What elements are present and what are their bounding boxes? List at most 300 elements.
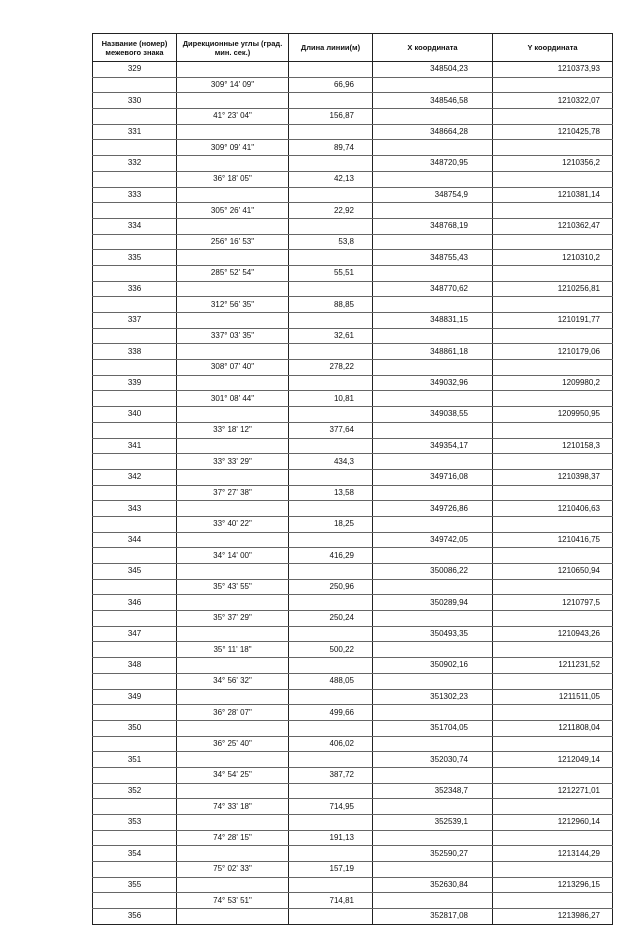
direction-angle-cell: 74° 33' 18" [177, 799, 289, 815]
segment-row [93, 297, 613, 313]
empty-cell [373, 516, 493, 532]
y-coordinate-cell: 1210650,94 [493, 564, 613, 580]
empty-cell [177, 626, 289, 642]
point-name-cell: 343 [93, 501, 177, 517]
point-row [93, 720, 613, 736]
empty-cell [289, 564, 373, 580]
empty-cell [177, 752, 289, 768]
empty-cell [373, 830, 493, 846]
empty-cell [373, 454, 493, 470]
direction-angle-cell: 35° 43' 55" [177, 579, 289, 595]
point-name-cell: 337 [93, 313, 177, 329]
point-name-cell: 356 [93, 909, 177, 925]
segment-row [93, 140, 613, 156]
direction-angle-cell: 33° 18' 12" [177, 422, 289, 438]
empty-cell [493, 830, 613, 846]
segment-row [93, 799, 613, 815]
x-coordinate-cell: 350902,16 [373, 658, 493, 674]
point-row [93, 501, 613, 517]
x-coordinate-cell: 350289,94 [373, 595, 493, 611]
empty-cell [493, 516, 613, 532]
empty-cell [93, 297, 177, 313]
empty-cell [493, 297, 613, 313]
empty-cell [177, 720, 289, 736]
empty-cell [493, 203, 613, 219]
direction-angle-cell: 285° 52' 54" [177, 265, 289, 281]
empty-cell [177, 407, 289, 423]
point-name-cell: 347 [93, 626, 177, 642]
point-name-cell: 344 [93, 532, 177, 548]
line-length-cell: 250,96 [289, 579, 373, 595]
point-row [93, 658, 613, 674]
point-row [93, 564, 613, 580]
empty-cell [289, 689, 373, 705]
empty-cell [93, 767, 177, 783]
empty-cell [93, 328, 177, 344]
empty-cell [177, 689, 289, 705]
line-length-cell: 434,3 [289, 454, 373, 470]
y-coordinate-cell: 1210425,78 [493, 124, 613, 140]
point-row [93, 124, 613, 140]
direction-angle-cell: 75° 02' 33" [177, 862, 289, 878]
empty-cell [493, 548, 613, 564]
x-coordinate-cell: 352817,08 [373, 909, 493, 925]
empty-cell [93, 642, 177, 658]
empty-cell [289, 62, 373, 78]
empty-cell [93, 360, 177, 376]
direction-angle-cell: 41° 23' 04" [177, 109, 289, 125]
y-coordinate-cell: 1209950,95 [493, 407, 613, 423]
line-length-cell: 499,66 [289, 705, 373, 721]
empty-cell [177, 564, 289, 580]
point-name-cell: 334 [93, 218, 177, 234]
y-coordinate-cell: 1210943,26 [493, 626, 613, 642]
segment-row [93, 705, 613, 721]
point-name-cell: 339 [93, 375, 177, 391]
empty-cell [177, 313, 289, 329]
boundary-coordinates-table [92, 33, 613, 925]
x-coordinate-cell: 351704,05 [373, 720, 493, 736]
empty-cell [289, 752, 373, 768]
direction-angle-cell: 33° 40' 22" [177, 516, 289, 532]
empty-cell [177, 877, 289, 893]
direction-angle-cell: 308° 07' 40" [177, 360, 289, 376]
empty-cell [289, 187, 373, 203]
point-name-cell: 335 [93, 250, 177, 266]
line-length-cell: 250,24 [289, 611, 373, 627]
point-name-cell: 331 [93, 124, 177, 140]
empty-cell [373, 642, 493, 658]
empty-cell [373, 767, 493, 783]
x-coordinate-cell: 352539,1 [373, 815, 493, 831]
point-name-cell: 342 [93, 469, 177, 485]
empty-cell [93, 548, 177, 564]
point-row [93, 187, 613, 203]
point-row [93, 281, 613, 297]
y-coordinate-cell: 1210398,37 [493, 469, 613, 485]
y-coordinate-cell: 1210406,63 [493, 501, 613, 517]
empty-cell [493, 422, 613, 438]
point-name-cell: 348 [93, 658, 177, 674]
empty-cell [289, 344, 373, 360]
empty-cell [373, 391, 493, 407]
y-coordinate-cell: 1213296,15 [493, 877, 613, 893]
coordinates-sheet [92, 33, 612, 925]
direction-angle-cell: 34° 14' 00" [177, 548, 289, 564]
empty-cell [289, 93, 373, 109]
empty-cell [289, 909, 373, 925]
line-length-cell: 488,05 [289, 673, 373, 689]
empty-cell [493, 360, 613, 376]
point-row [93, 438, 613, 454]
segment-row [93, 548, 613, 564]
empty-cell [93, 391, 177, 407]
line-length-cell: 500,22 [289, 642, 373, 658]
x-coordinate-cell: 348770,62 [373, 281, 493, 297]
line-length-cell: 157,19 [289, 862, 373, 878]
segment-row [93, 203, 613, 219]
empty-cell [177, 344, 289, 360]
empty-cell [289, 407, 373, 423]
empty-cell [289, 313, 373, 329]
point-name-cell: 352 [93, 783, 177, 799]
segment-row [93, 767, 613, 783]
empty-cell [177, 218, 289, 234]
empty-cell [493, 140, 613, 156]
y-coordinate-cell: 1210310,2 [493, 250, 613, 266]
x-coordinate-cell: 348754,9 [373, 187, 493, 203]
empty-cell [289, 720, 373, 736]
point-name-cell: 345 [93, 564, 177, 580]
empty-cell [177, 375, 289, 391]
direction-angle-cell: 74° 53' 51" [177, 893, 289, 909]
empty-cell [373, 265, 493, 281]
empty-cell [93, 830, 177, 846]
empty-cell [373, 360, 493, 376]
empty-cell [177, 469, 289, 485]
empty-cell [177, 187, 289, 203]
empty-cell [373, 140, 493, 156]
point-row [93, 156, 613, 172]
empty-cell [289, 438, 373, 454]
empty-cell [93, 454, 177, 470]
segment-row [93, 611, 613, 627]
segment-row [93, 736, 613, 752]
segment-row [93, 109, 613, 125]
empty-cell [177, 783, 289, 799]
point-name-cell: 354 [93, 846, 177, 862]
table-body [93, 62, 613, 925]
point-row [93, 407, 613, 423]
header-line-length: Длина линии(м) [289, 34, 373, 62]
x-coordinate-cell: 348755,43 [373, 250, 493, 266]
point-row [93, 93, 613, 109]
point-name-cell: 336 [93, 281, 177, 297]
empty-cell [177, 846, 289, 862]
line-length-cell: 32,61 [289, 328, 373, 344]
empty-cell [373, 705, 493, 721]
point-name-cell: 333 [93, 187, 177, 203]
x-coordinate-cell: 349354,17 [373, 438, 493, 454]
empty-cell [93, 673, 177, 689]
segment-row [93, 328, 613, 344]
y-coordinate-cell: 1210256,81 [493, 281, 613, 297]
line-length-cell: 13,58 [289, 485, 373, 501]
y-coordinate-cell: 1210362,47 [493, 218, 613, 234]
direction-angle-cell: 256° 16' 53" [177, 234, 289, 250]
x-coordinate-cell: 352030,74 [373, 752, 493, 768]
y-coordinate-cell: 1210158,3 [493, 438, 613, 454]
empty-cell [177, 532, 289, 548]
empty-cell [373, 673, 493, 689]
y-coordinate-cell: 1212960,14 [493, 815, 613, 831]
empty-cell [373, 548, 493, 564]
empty-cell [493, 234, 613, 250]
point-row [93, 218, 613, 234]
direction-angle-cell: 301° 08' 44" [177, 391, 289, 407]
empty-cell [289, 501, 373, 517]
segment-row [93, 830, 613, 846]
empty-cell [289, 250, 373, 266]
y-coordinate-cell: 1210191,77 [493, 313, 613, 329]
segment-row [93, 360, 613, 376]
x-coordinate-cell: 349038,55 [373, 407, 493, 423]
empty-cell [177, 62, 289, 78]
empty-cell [177, 281, 289, 297]
empty-cell [289, 375, 373, 391]
header-y-coordinate: Y координата [493, 34, 613, 62]
y-coordinate-cell: 1210416,75 [493, 532, 613, 548]
empty-cell [177, 438, 289, 454]
empty-cell [373, 203, 493, 219]
point-name-cell: 353 [93, 815, 177, 831]
point-name-cell: 330 [93, 93, 177, 109]
empty-cell [493, 611, 613, 627]
x-coordinate-cell: 348546,58 [373, 93, 493, 109]
empty-cell [93, 799, 177, 815]
empty-cell [177, 909, 289, 925]
line-length-cell: 42,13 [289, 171, 373, 187]
point-row [93, 344, 613, 360]
direction-angle-cell: 36° 28' 07" [177, 705, 289, 721]
line-length-cell: 18,25 [289, 516, 373, 532]
empty-cell [177, 815, 289, 831]
segment-row [93, 862, 613, 878]
line-length-cell: 387,72 [289, 767, 373, 783]
empty-cell [373, 799, 493, 815]
direction-angle-cell: 34° 56' 32" [177, 673, 289, 689]
empty-cell [493, 485, 613, 501]
segment-row [93, 893, 613, 909]
segment-row [93, 77, 613, 93]
empty-cell [93, 203, 177, 219]
point-row [93, 375, 613, 391]
line-length-cell: 10,81 [289, 391, 373, 407]
empty-cell [493, 109, 613, 125]
line-length-cell: 22,92 [289, 203, 373, 219]
empty-cell [289, 281, 373, 297]
empty-cell [373, 611, 493, 627]
empty-cell [93, 265, 177, 281]
table-header-row [93, 34, 613, 62]
x-coordinate-cell: 348861,18 [373, 344, 493, 360]
point-row [93, 815, 613, 831]
segment-row [93, 422, 613, 438]
y-coordinate-cell: 1210322,07 [493, 93, 613, 109]
empty-cell [289, 877, 373, 893]
y-coordinate-cell: 1210373,93 [493, 62, 613, 78]
x-coordinate-cell: 349726,86 [373, 501, 493, 517]
empty-cell [93, 736, 177, 752]
line-length-cell: 278,22 [289, 360, 373, 376]
empty-cell [289, 658, 373, 674]
point-row [93, 469, 613, 485]
empty-cell [177, 250, 289, 266]
point-name-cell: 351 [93, 752, 177, 768]
empty-cell [93, 611, 177, 627]
empty-cell [289, 218, 373, 234]
segment-row [93, 579, 613, 595]
y-coordinate-cell: 1210179,06 [493, 344, 613, 360]
segment-row [93, 234, 613, 250]
point-row [93, 626, 613, 642]
empty-cell [493, 265, 613, 281]
empty-cell [93, 705, 177, 721]
line-length-cell: 377,64 [289, 422, 373, 438]
empty-cell [93, 893, 177, 909]
point-row [93, 877, 613, 893]
empty-cell [93, 516, 177, 532]
empty-cell [493, 673, 613, 689]
point-row [93, 313, 613, 329]
direction-angle-cell: 37° 27' 38" [177, 485, 289, 501]
point-row [93, 752, 613, 768]
empty-cell [93, 77, 177, 93]
direction-angle-cell: 309° 14' 09" [177, 77, 289, 93]
empty-cell [373, 171, 493, 187]
point-name-cell: 355 [93, 877, 177, 893]
y-coordinate-cell: 1209980,2 [493, 375, 613, 391]
segment-row [93, 673, 613, 689]
x-coordinate-cell: 348720,95 [373, 156, 493, 172]
empty-cell [493, 77, 613, 93]
line-length-cell: 53,8 [289, 234, 373, 250]
empty-cell [493, 171, 613, 187]
point-name-cell: 346 [93, 595, 177, 611]
y-coordinate-cell: 1210356,2 [493, 156, 613, 172]
point-row [93, 532, 613, 548]
empty-cell [93, 422, 177, 438]
y-coordinate-cell: 1211808,04 [493, 720, 613, 736]
empty-cell [493, 579, 613, 595]
line-length-cell: 66,96 [289, 77, 373, 93]
y-coordinate-cell: 1212049,14 [493, 752, 613, 768]
empty-cell [289, 783, 373, 799]
direction-angle-cell: 34° 54' 25" [177, 767, 289, 783]
empty-cell [493, 893, 613, 909]
empty-cell [177, 501, 289, 517]
segment-row [93, 171, 613, 187]
segment-row [93, 485, 613, 501]
point-name-cell: 349 [93, 689, 177, 705]
empty-cell [493, 767, 613, 783]
line-length-cell: 89,74 [289, 140, 373, 156]
y-coordinate-cell: 1213986,27 [493, 909, 613, 925]
direction-angle-cell: 305° 26' 41" [177, 203, 289, 219]
empty-cell [373, 893, 493, 909]
empty-cell [177, 156, 289, 172]
segment-row [93, 391, 613, 407]
y-coordinate-cell: 1211231,52 [493, 658, 613, 674]
y-coordinate-cell: 1210381,14 [493, 187, 613, 203]
empty-cell [289, 595, 373, 611]
line-length-cell: 714,95 [289, 799, 373, 815]
empty-cell [493, 799, 613, 815]
empty-cell [177, 658, 289, 674]
segment-row [93, 642, 613, 658]
x-coordinate-cell: 352630,84 [373, 877, 493, 893]
point-row [93, 689, 613, 705]
point-name-cell: 329 [93, 62, 177, 78]
empty-cell [493, 454, 613, 470]
empty-cell [289, 815, 373, 831]
empty-cell [373, 328, 493, 344]
empty-cell [373, 297, 493, 313]
empty-cell [373, 109, 493, 125]
empty-cell [93, 171, 177, 187]
x-coordinate-cell: 350493,35 [373, 626, 493, 642]
empty-cell [93, 109, 177, 125]
empty-cell [373, 579, 493, 595]
empty-cell [289, 532, 373, 548]
y-coordinate-cell: 1213144,29 [493, 846, 613, 862]
empty-cell [373, 234, 493, 250]
empty-cell [177, 595, 289, 611]
point-name-cell: 350 [93, 720, 177, 736]
x-coordinate-cell: 349742,05 [373, 532, 493, 548]
direction-angle-cell: 337° 03' 35" [177, 328, 289, 344]
y-coordinate-cell: 1210797,5 [493, 595, 613, 611]
empty-cell [93, 234, 177, 250]
y-coordinate-cell: 1211511,05 [493, 689, 613, 705]
header-x-coordinate: X координата [373, 34, 493, 62]
empty-cell [93, 140, 177, 156]
x-coordinate-cell: 350086,22 [373, 564, 493, 580]
x-coordinate-cell: 352348,7 [373, 783, 493, 799]
line-length-cell: 156,87 [289, 109, 373, 125]
empty-cell [493, 862, 613, 878]
empty-cell [493, 705, 613, 721]
direction-angle-cell: 309° 09' 41" [177, 140, 289, 156]
direction-angle-cell: 33° 33' 29" [177, 454, 289, 470]
direction-angle-cell: 74° 28' 15" [177, 830, 289, 846]
empty-cell [373, 862, 493, 878]
point-row [93, 62, 613, 78]
header-direction-angle: Дирекционные углы (град. мин. сек.) [177, 34, 289, 62]
empty-cell [93, 485, 177, 501]
empty-cell [493, 736, 613, 752]
line-length-cell: 88,85 [289, 297, 373, 313]
point-row [93, 909, 613, 925]
x-coordinate-cell: 348768,19 [373, 218, 493, 234]
empty-cell [289, 156, 373, 172]
line-length-cell: 406,02 [289, 736, 373, 752]
empty-cell [289, 124, 373, 140]
x-coordinate-cell: 348504,23 [373, 62, 493, 78]
x-coordinate-cell: 349716,08 [373, 469, 493, 485]
line-length-cell: 416,29 [289, 548, 373, 564]
direction-angle-cell: 35° 11' 18" [177, 642, 289, 658]
